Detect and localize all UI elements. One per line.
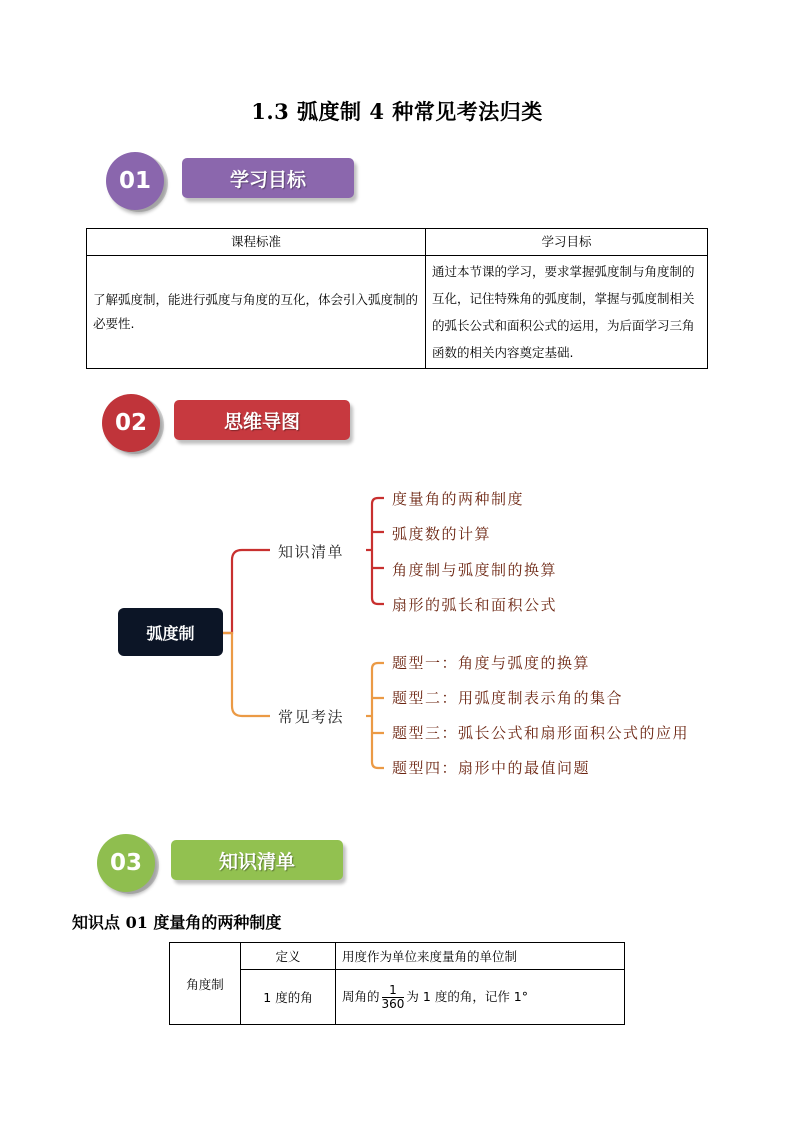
fraction xyxy=(382,984,405,1011)
cell-label: 定义 xyxy=(241,943,336,970)
table-row xyxy=(87,256,708,369)
fraction-denominator: 360 xyxy=(381,996,405,1011)
mindmap-leaf: 题型三：弧长公式和扇形面积公式的应用 xyxy=(392,724,690,742)
page-title: 1.3 弧度制 4 种常见考法归类 xyxy=(251,99,543,124)
table-header-row xyxy=(87,229,708,256)
section-number: 02 xyxy=(114,410,147,436)
knowledge-point-title: 知识点 01 度量角的两种制度 xyxy=(72,913,282,932)
fraction-numerator: 1 xyxy=(382,984,405,998)
section-number-badge xyxy=(102,394,160,452)
section-title-bar xyxy=(182,158,354,198)
section-number-badge xyxy=(106,152,164,210)
cell-content xyxy=(336,970,625,1025)
mindmap-leaf: 题型四：扇形中的最值问题 xyxy=(392,759,591,777)
section-03-header xyxy=(97,834,357,896)
cell-content xyxy=(336,943,625,970)
section-title: 学习目标 xyxy=(229,168,306,191)
mindmap-root-label: 弧度制 xyxy=(146,623,195,643)
mindmap-branch-exam: 常见考法 xyxy=(278,708,345,726)
definition-text: 用度作为单位来度量角的单位制 xyxy=(342,949,518,964)
header-learning-goal: 学习目标 xyxy=(426,229,708,256)
mindmap-leaf: 弧度数的计算 xyxy=(392,525,492,543)
mindmap-branch-knowledge: 知识清单 xyxy=(278,543,345,561)
mindmap-leaf: 角度制与弧度制的换算 xyxy=(392,561,558,579)
mindmap-root xyxy=(118,608,223,656)
header-course-standard: 课程标准 xyxy=(87,229,426,256)
objectives-table xyxy=(86,228,708,369)
section-title: 知识清单 xyxy=(218,850,295,873)
course-standard-text: 了解弧度制，能进行弧度与角度的互化，体会引入弧度制的必要性. xyxy=(87,256,426,369)
section-title-bar xyxy=(171,840,343,880)
section-number: 01 xyxy=(118,168,151,194)
section-number-badge xyxy=(97,834,155,892)
section-number: 03 xyxy=(109,850,142,876)
mindmap-leaf: 题型二：用弧度制表示角的集合 xyxy=(392,689,624,707)
one-degree-suffix: 为 1 度的角，记作 1° xyxy=(406,988,528,1004)
cell-label: 1 度的角 xyxy=(241,970,336,1025)
mindmap-leaf: 度量角的两种制度 xyxy=(392,490,525,508)
section-title: 思维导图 xyxy=(223,410,300,433)
mindmap-leaf: 题型一：角度与弧度的换算 xyxy=(392,654,591,672)
learning-goal-text: 通过本节课的学习，要求掌握弧度制与角度制的互化，记住特殊角的弧度制，掌握与弧度制相关的弧长公式和面积公式的运用，为后面学习三角函数的相关内容奠定基础. xyxy=(426,256,708,369)
section-01-header xyxy=(106,152,366,214)
knowledge-table xyxy=(169,942,625,1025)
section-02-header xyxy=(102,394,362,456)
one-degree-prefix: 周角的 xyxy=(342,988,380,1004)
mindmap-leaf: 扇形的弧长和面积公式 xyxy=(392,596,558,614)
section-title-bar xyxy=(174,400,350,440)
row-header-degree-system: 角度制 xyxy=(170,943,241,1025)
table-row xyxy=(170,943,625,970)
